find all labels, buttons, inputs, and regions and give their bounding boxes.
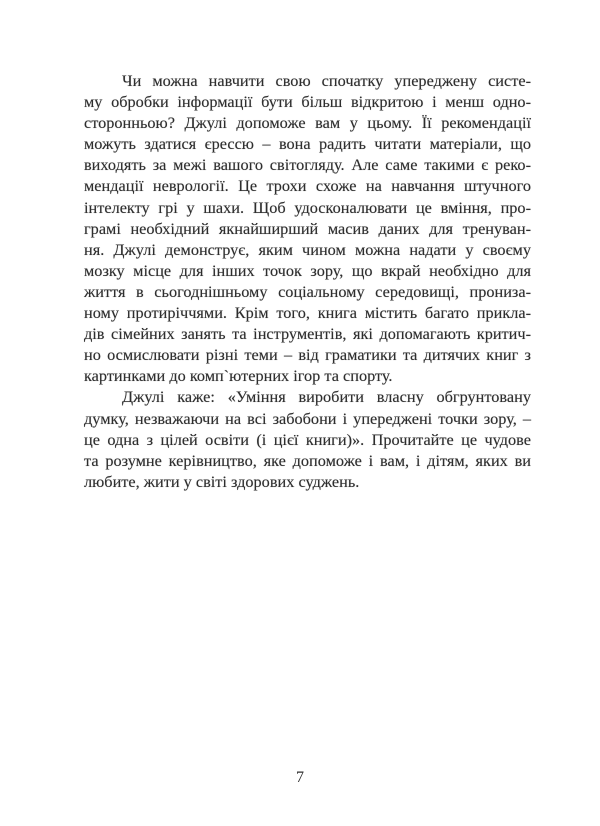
text-line: грамі необхідний якнайширший масив даних для тренуван-: [84, 218, 531, 238]
text-line: ному протиріччями. Крім того, книга містить багато прикла-: [84, 303, 531, 323]
text-line: думку, незважаючи на всі забобони і упереджені точки зору, –: [84, 408, 531, 428]
text-line: му обробки інформації бути більш відкритою і менш одно-: [84, 92, 531, 112]
text-line: Джулі каже: «Уміння виробити власну обгрунтовану: [122, 387, 531, 407]
text-line: виходять за межі вашого світогляду. Але саме такими є реко-: [84, 155, 531, 175]
text-line: мозку місце для інших точок зору, що вкрай необхідно для: [84, 260, 531, 280]
text-line: дів сімейних занять та інструментів, які допомагають критич-: [84, 324, 531, 344]
text-line: картинками до комп`ютерних ігор та спорту.: [84, 366, 393, 386]
text-line: мендації неврології. Це трохи схоже на навчання штучного: [84, 176, 531, 196]
text-line: но осмислювати різні теми – від граматики та дитячих книг з: [84, 345, 531, 365]
text-line: життя в сьогоднішньому соціальному середовищі, пронизa-: [84, 281, 531, 301]
paragraph-1: [84, 70, 531, 386]
body-text: [84, 70, 531, 492]
text-line: Чи можна навчити свою спочатку упереджену систе-: [122, 71, 531, 90]
text-line: любите, жити у світі здорових суджень.: [84, 471, 360, 491]
paragraph-2: [84, 386, 531, 491]
text-line: це одна з цілей освіти (і цієї книги)». Прочитайте це чудове: [84, 429, 531, 449]
text-line: ня. Джулі демонструє, яким чином можна надати у своєму: [84, 239, 531, 259]
text-line: можуть здатися єресcю – вона радить читати матеріали, що: [84, 134, 531, 154]
page-number: 7: [296, 769, 304, 786]
text-line: інтелекту грі у шахи. Щоб удосконалювати це вміння, про-: [84, 197, 531, 217]
text-line: сторонньою? Джулі допоможе вам у цьому. Її рекомендації: [84, 113, 531, 133]
text-line: та розумне керівництво, яке допоможе і вам, і дітям, яких ви: [84, 450, 531, 470]
